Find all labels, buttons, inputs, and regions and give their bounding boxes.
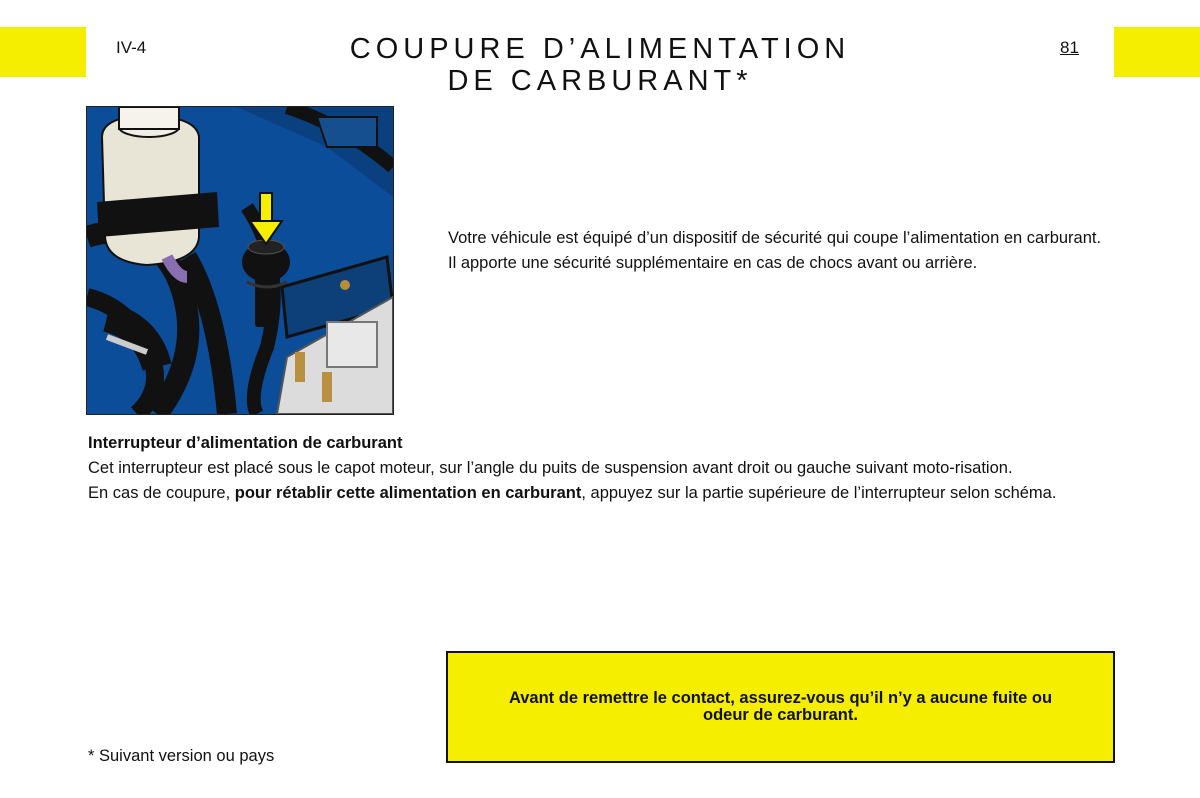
main-paragraph-2 xyxy=(88,485,1113,502)
section-label: IV-4 xyxy=(116,38,147,57)
engine-illustration xyxy=(86,106,394,415)
intro-paragraph-1: Votre véhicule est équipé d’un dispositif de sécurité qui coupe l’alimentation en carburant. xyxy=(448,229,1102,247)
main-paragraph-2-bold: pour rétablir cette alimentation en carburant xyxy=(234,484,582,502)
main-paragraph-1: Cet interrupteur est placé sous le capot moteur, sur l’angle du puits de suspension avant droit ou gauche suivant moto-risation. xyxy=(88,459,1013,477)
main-paragraph-2-start: En cas de coupure, xyxy=(88,484,235,502)
page-title xyxy=(280,33,920,97)
main-paragraph-2-end: , appuyez sur la partie supérieure de l’interrupteur selon schéma. xyxy=(581,484,1057,502)
warning-text: Avant de remettre le contact, assurez-vous qu’il n’y a aucune fuite ou odeur de carburant. xyxy=(508,689,1053,724)
fuel-cutoff-switch-illustration xyxy=(87,107,393,414)
yellow-tab-left xyxy=(0,27,86,77)
warning-box xyxy=(446,651,1115,763)
intro-paragraph-2: Il apporte une sécurité supplémentaire en cas de chocs avant ou arrière. xyxy=(448,254,978,272)
page-title-line2: DE CARBURANT* xyxy=(447,65,753,97)
footnote: * Suivant version ou pays xyxy=(88,747,275,765)
page-number: 81 xyxy=(1060,38,1079,57)
section-heading: Interrupteur d’alimentation de carburant xyxy=(88,434,403,452)
intro-text xyxy=(448,230,1113,280)
main-text xyxy=(88,435,1113,510)
page-title-line1: COUPURE D’ALIMENTATION xyxy=(349,33,851,65)
yellow-tab-right xyxy=(1114,27,1200,77)
